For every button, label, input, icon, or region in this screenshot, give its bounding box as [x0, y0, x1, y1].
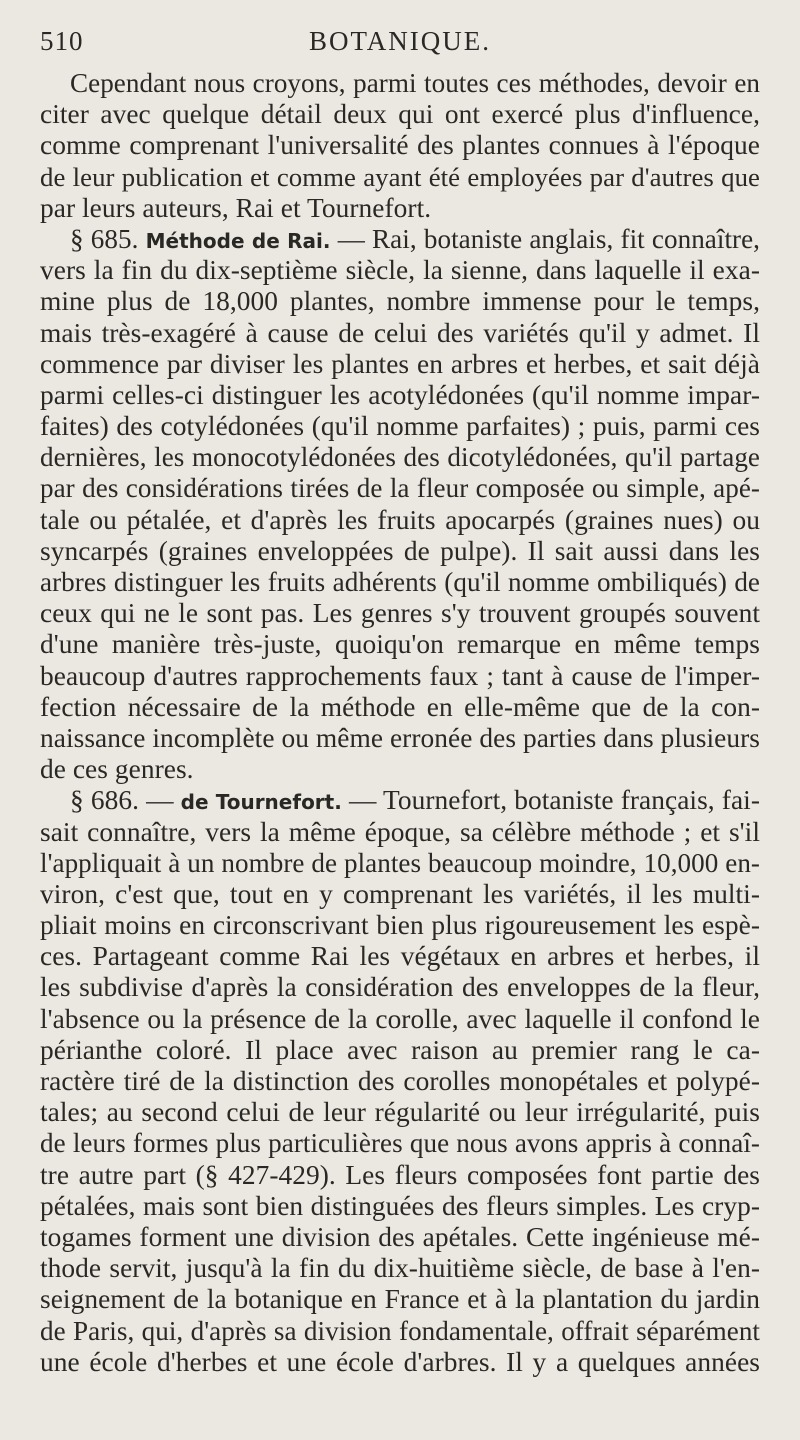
text-line	[40, 505, 760, 536]
line-text: syncarpés (graines enveloppées de pulpe). Il sait aussi dans les	[40, 535, 760, 566]
text-line	[40, 598, 760, 629]
line-text: parmi celles-ci distinguer les acotylédonées (qu'il nomme impar-	[40, 379, 760, 410]
text-line	[40, 1284, 760, 1315]
line-text: — Tournefort, botaniste français, fai-	[348, 785, 761, 816]
line-text: fection nécessaire de la méthode en elle-même que de la con-	[40, 691, 760, 722]
line-text: Cependant nous croyons, parmi toutes ces méthodes, devoir en	[70, 68, 760, 98]
line-text: togames forment une division des apétales. Cette ingénieuse mé-	[40, 1221, 760, 1252]
line-text: sait connaître, vers la même époque, sa célèbre méthode ; et s'il	[40, 816, 760, 847]
text-line	[40, 130, 760, 161]
line-text: commence par diviser les plantes en arbres et herbes, et sait déjà	[40, 348, 760, 379]
line-text: de leurs formes plus particulières que nous avons appris à connaî-	[40, 1128, 760, 1159]
page-header	[40, 26, 760, 66]
text-line	[40, 1160, 760, 1191]
line-text: ractère tiré de la distinction des corolles monopétales et polypé-	[40, 1066, 760, 1096]
text-line	[40, 224, 760, 255]
text-line	[40, 286, 760, 317]
text-line	[40, 411, 760, 442]
line-text: arbres distinguer les fruits adhérents (qu'il nomme ombiliqués) de	[40, 567, 760, 597]
text-line	[40, 1347, 760, 1378]
running-title: BOTANIQUE.	[308, 26, 492, 56]
line-text: pliait moins en circonscrivant bien plus rigoureusement les espè-	[40, 910, 760, 941]
line-text: une école d'herbes et une école d'arbres. Il y a quelques années	[40, 1346, 760, 1377]
line-text: mais très-exagéré à cause de celui des variétés qu'il y admet. Il	[40, 317, 760, 348]
text-line	[40, 1316, 760, 1347]
line-text: tre autre part (§ 427-429). Les fleurs composées font partie des	[40, 1159, 760, 1190]
line-text: thode servit, jusqu'à la fin du dix-huitième siècle, de base à l'en-	[40, 1253, 760, 1284]
section-heading: de Tournefort.	[180, 790, 342, 815]
text-line	[40, 629, 760, 660]
line-text: l'appliquait à un nombre de plantes beaucoup moindre, 10,000 en-	[40, 847, 760, 878]
text-line	[40, 754, 760, 785]
text-line	[40, 972, 760, 1003]
text-line	[40, 661, 760, 692]
text-line	[40, 567, 760, 598]
line-text: mine plus de 18,000 plantes, nombre immense pour le temps,	[40, 286, 760, 317]
text-line	[40, 1191, 760, 1222]
line-text: de Paris, qui, d'après sa division fondamentale, offrait séparément	[40, 1315, 760, 1346]
text-line	[40, 1128, 760, 1159]
text-line	[40, 723, 760, 754]
text-line	[40, 692, 760, 723]
text-line	[40, 255, 760, 286]
line-text: périanthe coloré. Il place avec raison au premier rang le ca-	[40, 1034, 760, 1065]
text-line	[40, 1035, 760, 1066]
text-line	[40, 68, 760, 99]
page-number: 510	[40, 26, 84, 56]
text-line	[40, 1066, 760, 1097]
line-text: pétalées, mais sont bien distinguées des fleurs simples. Les cryp-	[40, 1190, 760, 1221]
section-number: § 686. —	[70, 785, 181, 816]
line-text: beaucoup d'autres rapprochements faux ; tant à cause de l'imper-	[40, 660, 760, 691]
line-text: vers la fin du dix-septième siècle, la sienne, dans laquelle il exa-	[40, 255, 760, 286]
line-text: viron, c'est que, tout en y comprenant les variétés, il les multi-	[40, 878, 760, 909]
text-line	[40, 349, 760, 380]
text-line	[40, 1004, 760, 1035]
text-line	[40, 473, 760, 504]
line-text: ces. Partageant comme Rai les végétaux en arbres et herbes, il	[40, 941, 760, 972]
text-line	[40, 1222, 760, 1253]
line-text: ceux qui ne le sont pas. Les genres s'y trouvent groupés souvent	[40, 598, 760, 629]
text-line	[40, 848, 760, 879]
line-text: faites) des cotylédonées (qu'il nomme parfaites) ; puis, parmi ces	[40, 411, 760, 442]
section-number: § 685.	[70, 223, 146, 254]
body-text	[40, 68, 760, 1378]
line-text: d'une manière très-juste, quoiqu'on remarque en même temps	[40, 629, 760, 660]
line-text: par leurs auteurs, Rai et Tournefort.	[40, 192, 432, 223]
text-line	[40, 99, 760, 130]
text-line	[40, 380, 760, 411]
text-line	[40, 318, 760, 349]
line-text: les subdivise d'après la considération des enveloppes de la fleur,	[40, 972, 760, 1003]
line-text: comme comprenant l'universalité des plantes connues à l'époque	[40, 130, 760, 161]
text-line	[40, 536, 760, 567]
section-heading: Méthode de Rai.	[145, 228, 331, 253]
text-line	[40, 1253, 760, 1284]
text-line	[40, 941, 760, 972]
text-line	[40, 193, 760, 224]
line-text: de leur publication et comme ayant été employées par d'autres que	[40, 161, 760, 192]
text-line	[40, 442, 760, 473]
line-text: seignement de la botanique en France et à la plantation du jardin	[40, 1284, 760, 1315]
line-text: citer avec quelque détail deux qui ont exercé plus d'influence,	[40, 99, 760, 130]
text-line	[40, 162, 760, 193]
line-text: tales; au second celui de leur régularité ou leur irrégularité, puis	[40, 1097, 760, 1128]
line-text: de ces genres.	[40, 754, 194, 785]
line-text: tale ou pétalée, et d'après les fruits apocarpés (graines nues) ou	[40, 504, 760, 535]
line-text: — Rai, botaniste anglais, fit connaître,	[337, 223, 761, 254]
line-text: dernières, les monocotylédonées des dicotylédonées, qu'il partage	[40, 442, 760, 473]
text-line	[40, 879, 760, 910]
text-line	[40, 910, 760, 941]
text-line	[40, 785, 760, 816]
text-line	[40, 1097, 760, 1128]
text-line	[40, 817, 760, 848]
line-text: naissance incomplète ou même erronée des parties dans plusieurs	[40, 722, 760, 753]
line-text: par des considérations tirées de la fleur composée ou simple, apé-	[40, 473, 760, 504]
line-text: l'absence ou la présence de la corolle, avec laquelle il confond le	[40, 1003, 760, 1034]
